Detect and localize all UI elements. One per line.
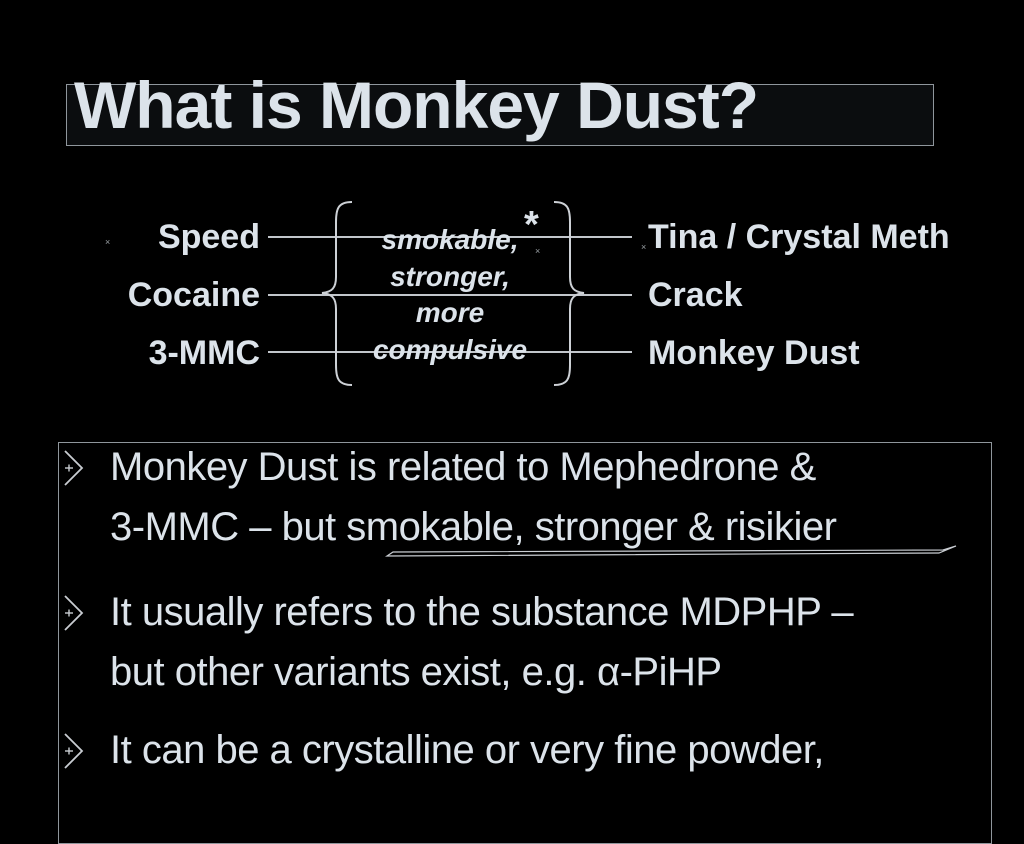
bullet-text: but other variants exist, e.g. α-PiHP [110,650,722,694]
center-label-line: stronger, [390,260,510,292]
bullet-text: 3-MMC – but smokable, stronger & risikier [110,505,837,549]
underline-stroke-icon [383,545,961,559]
page-title: What is Monkey Dust? [74,68,759,142]
diagram-left-item-speed: Speed [157,218,260,256]
bullet-text: Monkey Dust is related to Mephedrone & [110,445,816,489]
center-label-line: more [415,297,485,328]
arrow-bullet-icon [62,594,88,632]
diagram-left-item-cocaine: Cocaine [127,276,260,314]
arrow-bullet-icon [62,449,88,487]
diagram-right-item-crack: Crack [648,276,743,314]
diagram-right-item-monkey-dust: Monkey Dust [648,334,860,372]
small-x-mark-icon: × [641,242,647,252]
arrow-bullet-icon [62,732,88,770]
bullet-text: It can be a crystalline or very fine powder, [110,728,824,772]
bullet-text: It usually refers to the substance MDPHP – [110,590,854,634]
diagram-right-item-tina: Tina / Crystal Meth [648,218,950,256]
center-label-line: smokable, [381,224,519,255]
bullet-box [58,442,992,844]
small-x-mark-icon: × [105,237,111,247]
footnote-asterisk: * [524,204,539,246]
small-x-mark-icon: × [535,246,541,256]
diagram-left-item-3mmc: 3-MMC [148,334,260,372]
center-label-line: compulsive [372,333,528,365]
